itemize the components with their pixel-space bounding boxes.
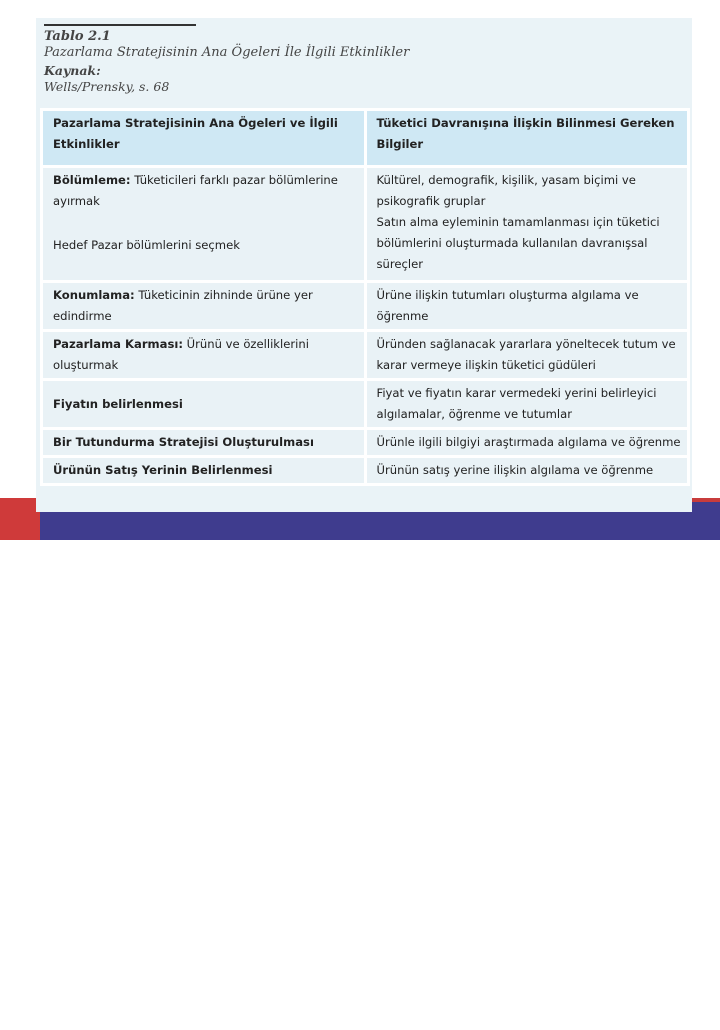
row-info-text: Kültürel, demografik, kişilik, yasam biçimi ve psikografik gruplar xyxy=(376,173,636,208)
row-left-cell xyxy=(42,331,366,380)
cell-spacer xyxy=(53,212,358,235)
header-right: Tüketici Davranışına İlişkin Bilinmesi Gereken Bilgiler xyxy=(365,110,689,167)
row-left-cell xyxy=(42,380,366,429)
row-element-title: Bir Tutundurma Stratejisi Oluşturulması xyxy=(53,435,314,449)
row-element-extra: Hedef Pazar bölümlerini seçmek xyxy=(53,238,240,252)
row-element-text: Tüketicinin zihninde ürüne yer edindirme xyxy=(53,288,313,323)
row-right-cell: Ürünün satış yerine ilişkin algılama ve öğrenme xyxy=(365,457,689,485)
source-label: Kaynak: xyxy=(44,63,101,78)
row-element-text: Tüketicileri farklı pazar bölümlerine ayırmak xyxy=(53,173,338,208)
band-left-stripe xyxy=(0,498,40,540)
row-element-title: Konumlama: xyxy=(53,288,135,302)
row-element-title: Fiyatın belirlenmesi xyxy=(53,396,183,411)
table-header-row xyxy=(42,110,689,167)
header-left: Pazarlama Stratejisinin Ana Ögeleri ve İlgili Etkinlikler xyxy=(42,110,366,167)
table-row xyxy=(42,331,689,380)
row-right-cell: Ürünle ilgili bilgiyi araştırmada algılama ve öğrenme xyxy=(365,429,689,457)
table-number: Tablo 2.1 xyxy=(44,29,111,44)
table-row xyxy=(42,457,689,485)
row-right-cell: Üründen sağlanacak yararlara yöneltecek tutum ve karar vermeye ilişkin tüketici güdüleri xyxy=(365,331,689,380)
row-info-extra: Satın alma eyleminin tamamlanması için tüketici bölümlerini oluşturmada kullanılan davranışsal süreçler xyxy=(376,215,660,271)
row-element-title: Pazarlama Karması: xyxy=(53,337,183,351)
source-text: Wells/Prensky, s. 68 xyxy=(44,79,170,94)
table-row xyxy=(42,167,689,282)
row-left-cell xyxy=(42,167,366,282)
table-caption xyxy=(44,24,409,95)
row-element-text: Ürünü ve özelliklerini oluşturmak xyxy=(53,337,309,372)
row-right-cell: Fiyat ve fiyatın karar vermedeki yerini belirleyici algılamalar, öğrenme ve tutumlar xyxy=(365,380,689,429)
university-seal xyxy=(596,986,666,1030)
row-right-cell: Ürüne ilişkin tutumları oluşturma algılama ve öğrenme xyxy=(365,282,689,331)
row-left-cell xyxy=(42,282,366,331)
table-row xyxy=(42,282,689,331)
table-row xyxy=(42,380,689,429)
row-element-title: Ürünün Satış Yerinin Belirlenmesi xyxy=(53,463,273,477)
table-title: Pazarlama Stratejisinin Ana Ögeleri İle İlgili Etkinlikler xyxy=(44,45,410,60)
row-right-cell xyxy=(365,167,689,282)
row-element-title: Bölümleme: xyxy=(53,173,131,187)
caption-rule xyxy=(44,24,196,26)
document-sheet xyxy=(36,18,692,512)
row-left-cell xyxy=(42,457,366,485)
row-left-cell xyxy=(42,429,366,457)
table-row xyxy=(42,429,689,457)
strategy-table xyxy=(40,108,690,486)
